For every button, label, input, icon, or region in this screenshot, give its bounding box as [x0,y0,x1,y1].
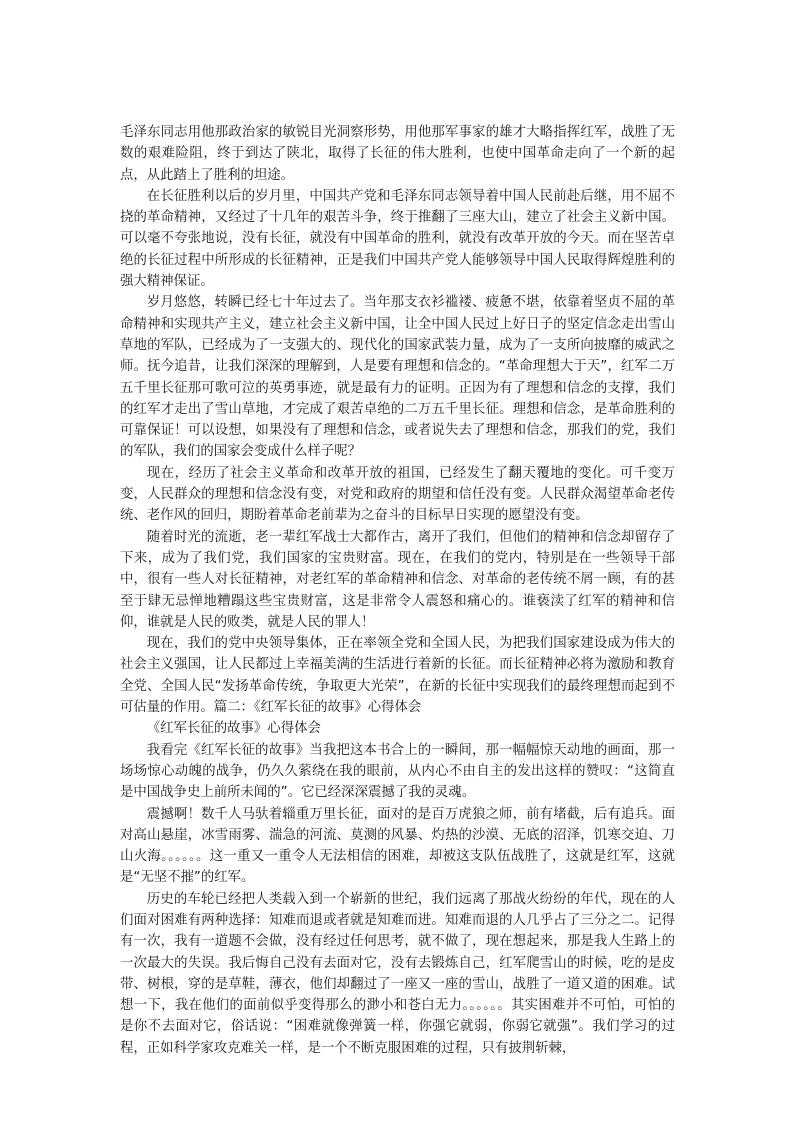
paragraph-3: 岁月悠悠，转瞬已经七十年过去了。当年那支衣衫褴褛、疲惫不堪，依靠着坚贞不屈的革命精神和实现共产主义，建立社会主义新中国，让全中国人民过上好日子的坚定信念走出雪山草地的军队，已经成为了一支强大的、现代化的国家武装力量，成为了一支所向披靡的威武之师。抚今追昔，让我们深深的理解到，人是要有理想和信念的。“革命理想大于天”，红军二万五千里长征那可歌可泣的英勇事迹，就是最有力的证明。正因为有了理想和信念的支撑，我们的红军才走出了雪山草地，才完成了艰苦卓绝的二万五千里长征。理想和信念，是革命胜利的可靠保证！可以设想，如果没有了理想和信念，或者说失去了理想和信念，那我们的党，我们的军队，我们的国家会变成什么样子呢？ [120,295,675,460]
paragraph-2: 在长征胜利以后的岁月里，中国共产党和毛泽东同志领导着中国人民前赴后继，用不屈不挠的革命精神，又经过了十几年的艰苦斗争，终于推翻了三座大山，建立了社会主义新中国。可以毫不夸张地说，没有长征，就没有中国革命的胜利，就没有改革开放的今天。而在坚苦卓绝的长征过程中所形成的长征精神，正是我们中国共产党人能够领导中国人民取得辉煌胜利的强大精神保证。 [120,188,675,290]
section-heading: 《红军长征的故事》心得体会 [146,721,321,737]
paragraph-5: 随着时光的流逝，老一辈红军战士大都作古，离开了我们，但他们的精神和信念却留存了下来，成为了我们党，我们国家的宝贵财富。现在，在我们的党内，特别是在一些领导干部中，很有一些人对长征精神，对老红军的革命精神和信念、对革命的老传统不屑一顾，有的甚至于肆无忌惮地糟蹋这些宝贵财富，这是非常令人震怒和痛心的。谁亵渎了红军的精神和信仰，谁就是人民的败类，就是人民的罪人！ [120,529,675,630]
paragraph-4: 现在，经历了社会主义革命和改革开放的祖国，已经发生了翻天覆地的变化。可千变万变，人民群众的理想和信念没有变，对党和政府的期望和信任没有变。人民群众渴望革命老传统、老作风的回归，期盼着革命老前辈为之奋斗的目标早日实现的愿望没有变。 [120,465,675,524]
paragraph-6: 现在，我们的党中央领导集体，正在率领全党和全国人民，为把我们国家建设成为伟大的社会主义强国，让人民都过上幸福美满的生活进行着新的长征。而长征精神必将为激励和教育全党、全国人民“发扬革命传统，争取更大光荣”，在新的长征中实现我们的最终理想而起到不可估量的作用。篇二：《红军长征的故事》心得体会 [120,636,675,716]
paragraph-9: 震撼啊！数千人马驮着辎重万里长征，面对的是百万虎狼之师，前有堵截，后有追兵。面对高山悬崖，冰雪雨雾、湍急的河流、莫测的风暴、灼热的沙漠、无底的沼泽，饥寒交迫、刀山火海。。。。。。这一重又一重令人无法相信的困难，却被这支队伍战胜了，这就是红军，这就是“无坚不摧”的红军。 [120,806,675,886]
paragraph-10: 历史的车轮已经把人类载入到一个崭新的世纪，我们远离了那战火纷纷的年代，现在的人们面对困难有两种选择：知难而退或者就是知难而进。知难而退的人几乎占了三分之二。记得有一次，我有一道题不会做，没有经过任何思考，就不做了，现在想起来，那是我人生路上的一次最大的失误。我后悔自己没有去面对它，没有去锻炼自己，红军爬雪山的时候，吃的是皮带、树根，穿的是草鞋，薄衣，他们却翻过了一座又一座的雪山，战胜了一道又道的困难。试想一下，我在他们的面前似乎变得那么的渺小和苍白无力。。。。。。其实困难并不可怕，可怕的是你不去面对它，俗话说：“困难就像弹簧一样，你强它就弱，你弱它就强”。我们学习的过程，正如科学家攻克难关一样，是一个不断克服困难的过程，只有披荆斩棘， [120,891,675,1056]
document-page [120,122,675,1059]
paragraph-8: 我看完《红军长征的故事》当我把这本书合上的一瞬间，那一幅幅惊天动地的画面，那一场场惊心动魄的战争，仍久久萦绕在我的眼前，从内心不由自主的发出这样的赞叹：“这简直是中国战争史上前所未闻的”。它已经深深震撼了我的灵魂。 [120,742,675,801]
paragraph-1: 毛泽东同志用他那政治家的敏锐目光洞察形势，用他那军事家的雄才大略指挥红军，战胜了无数的艰难险阻，终于到达了陕北，取得了长征的伟大胜利，也使中国革命走向了一个新的起点，从此踏上了胜利的坦途。 [120,125,675,183]
